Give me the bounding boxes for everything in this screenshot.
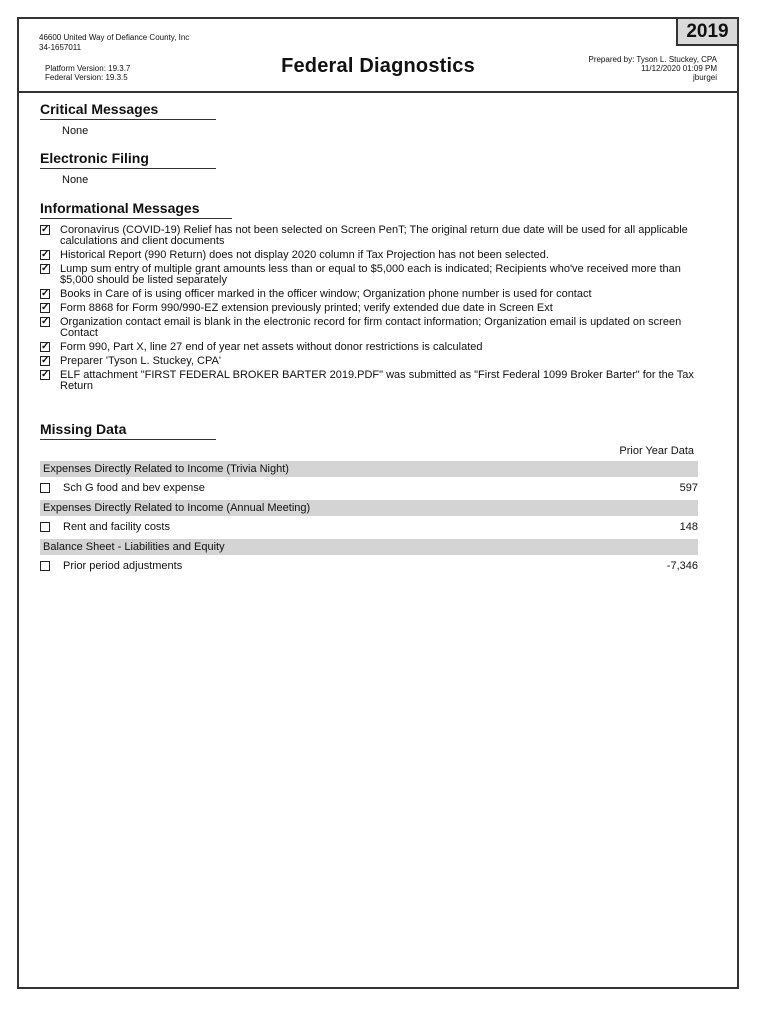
- list-item: ✓ Historical Report (990 Return) does not display 2020 column if Tax Projection has not been selected.: [41, 249, 549, 261]
- tax-year-badge: 2019: [676, 19, 737, 46]
- missing-group-header: Balance Sheet - Liabilities and Equity: [40, 539, 698, 555]
- list-item: ✓ ELF attachment "FIRST FEDERAL BROKER BARTER 2019.PDF" was submitted as "First Federal 1099 Broker Barter" for the Tax Return: [41, 369, 694, 392]
- prepared-date: 11/12/2020 01:09 PM: [641, 64, 717, 73]
- list-item: ✓ Coronavirus (COVID-19) Relief has not been selected on Screen PenT; The original return due date will be used for all applicable calculations and client documents: [41, 224, 688, 247]
- row-value: -7,346: [666, 560, 698, 572]
- informational-messages-heading: Informational Messages: [40, 200, 232, 219]
- list-item: ✓ Lump sum entry of multiple grant amounts less than or equal to $5,000 each is indicated; Recipients who've received more than $5,000 should be listed separately: [41, 263, 681, 286]
- checkbox-checked[interactable]: ✓: [41, 355, 50, 366]
- critical-messages-none: None: [62, 125, 89, 137]
- informational-messages-list: [40, 225, 700, 395]
- table-row: [40, 480, 698, 496]
- platform-version: Platform Version: 19.3.7: [45, 64, 131, 73]
- checkbox-checked[interactable]: ✓: [41, 341, 50, 352]
- row-value: 597: [679, 482, 698, 494]
- row-value: 148: [679, 521, 698, 533]
- checkbox-checked[interactable]: ✓: [41, 249, 50, 260]
- missing-group-header: Expenses Directly Related to Income (Trivia Night): [40, 461, 698, 477]
- row-label: Rent and facility costs: [63, 521, 170, 533]
- checkbox-checked[interactable]: ✓: [41, 224, 50, 235]
- checkbox-unchecked[interactable]: [40, 561, 50, 571]
- list-item: ✓ Organization contact email is blank in the electronic record for firm contact information; Organization email is updated on screen Contact: [41, 316, 682, 339]
- list-item: ✓ Preparer 'Tyson L. Stuckey, CPA': [41, 355, 221, 367]
- checkbox-unchecked[interactable]: [40, 522, 50, 532]
- list-item: ✓ Form 8868 for Form 990/990-EZ extension previously printed; verify extended due date in Screen Ext: [41, 302, 553, 314]
- prepared-user: jburgei: [692, 73, 717, 82]
- page-title: Federal Diagnostics: [281, 55, 475, 77]
- table-row: [40, 519, 698, 535]
- checkbox-checked[interactable]: ✓: [41, 263, 50, 274]
- page-header: [19, 19, 737, 93]
- checkbox-checked[interactable]: ✓: [41, 316, 50, 327]
- row-label: Sch G food and bev expense: [63, 482, 205, 494]
- checkbox-checked[interactable]: ✓: [41, 369, 50, 380]
- electronic-filing-none: None: [62, 174, 89, 186]
- prior-year-column-header: Prior Year Data: [619, 445, 694, 457]
- critical-messages-heading: Critical Messages: [40, 101, 216, 120]
- missing-data-heading: Missing Data: [40, 421, 216, 440]
- electronic-filing-heading: Electronic Filing: [40, 150, 216, 169]
- checkbox-checked[interactable]: ✓: [41, 288, 50, 299]
- list-item: ✓ Books in Care of is using officer marked in the officer window; Organization phone number is used for contact: [41, 288, 592, 300]
- missing-group-header: Expenses Directly Related to Income (Annual Meeting): [40, 500, 698, 516]
- list-item: ✓ Form 990, Part X, line 27 end of year net assets without donor restrictions is calculated: [41, 341, 483, 353]
- checkbox-unchecked[interactable]: [40, 483, 50, 493]
- checkbox-checked[interactable]: ✓: [41, 302, 50, 313]
- preparer-block: [588, 55, 717, 82]
- organization-name: 46600 United Way of Defiance County, Inc: [39, 33, 190, 42]
- federal-version: Federal Version: 19.3.5: [45, 73, 128, 82]
- diagnostics-page: [17, 17, 739, 989]
- organization-ein: 34-1657011: [39, 43, 82, 52]
- prepared-by: Prepared by: Tyson L. Stuckey, CPA: [588, 55, 717, 64]
- table-row: [40, 558, 698, 574]
- row-label: Prior period adjustments: [63, 560, 183, 572]
